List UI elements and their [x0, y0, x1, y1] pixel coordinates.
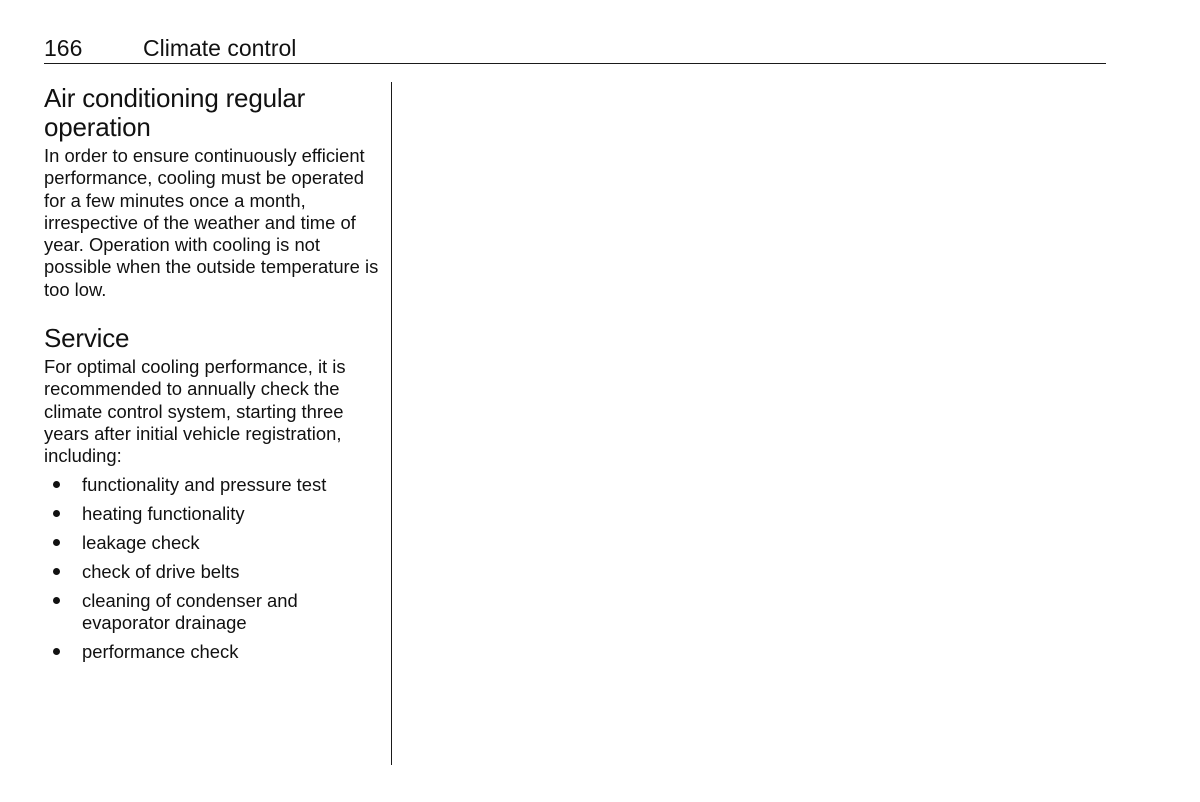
section-air-conditioning [44, 84, 379, 301]
list-item [44, 641, 379, 663]
running-title: Climate control [143, 35, 297, 61]
bullet-icon [53, 510, 60, 517]
list-item-text: cleaning of condenser and evaporator drainage [82, 589, 298, 633]
list-item-text: leakage check [82, 531, 200, 553]
section-heading: Air conditioning regular operation [44, 83, 306, 142]
list-item [44, 532, 379, 554]
section-paragraph: For optimal cooling performance, it is recommended to annually check the climate control system, starting three years after initial vehicle registration, including: [44, 356, 346, 467]
section-paragraph: In order to ensure continuously efficient performance, cooling must be operated for a few minutes once a month, irrespective of the weather and time of year. Operation with cooling is not possible when the outside temperature is too low. [44, 145, 379, 300]
page-header [44, 33, 1106, 64]
bullet-icon [53, 597, 60, 604]
list-item [44, 474, 379, 496]
section-heading: Service [44, 323, 130, 354]
list-item [44, 590, 379, 635]
list-item [44, 503, 379, 525]
left-column [44, 84, 379, 670]
column-divider [391, 82, 392, 765]
section-service [44, 324, 379, 663]
bullet-icon [53, 539, 60, 546]
list-item-text: check of drive belts [82, 560, 240, 582]
bullet-icon [53, 568, 60, 575]
bullet-icon [53, 481, 60, 488]
service-checklist [44, 474, 379, 664]
list-item [44, 561, 379, 583]
list-item-text: heating functionality [82, 502, 245, 524]
page-number: 166 [44, 35, 83, 61]
bullet-icon [53, 648, 60, 655]
list-item-text: performance check [82, 640, 239, 662]
list-item-text: functionality and pressure test [82, 473, 327, 495]
